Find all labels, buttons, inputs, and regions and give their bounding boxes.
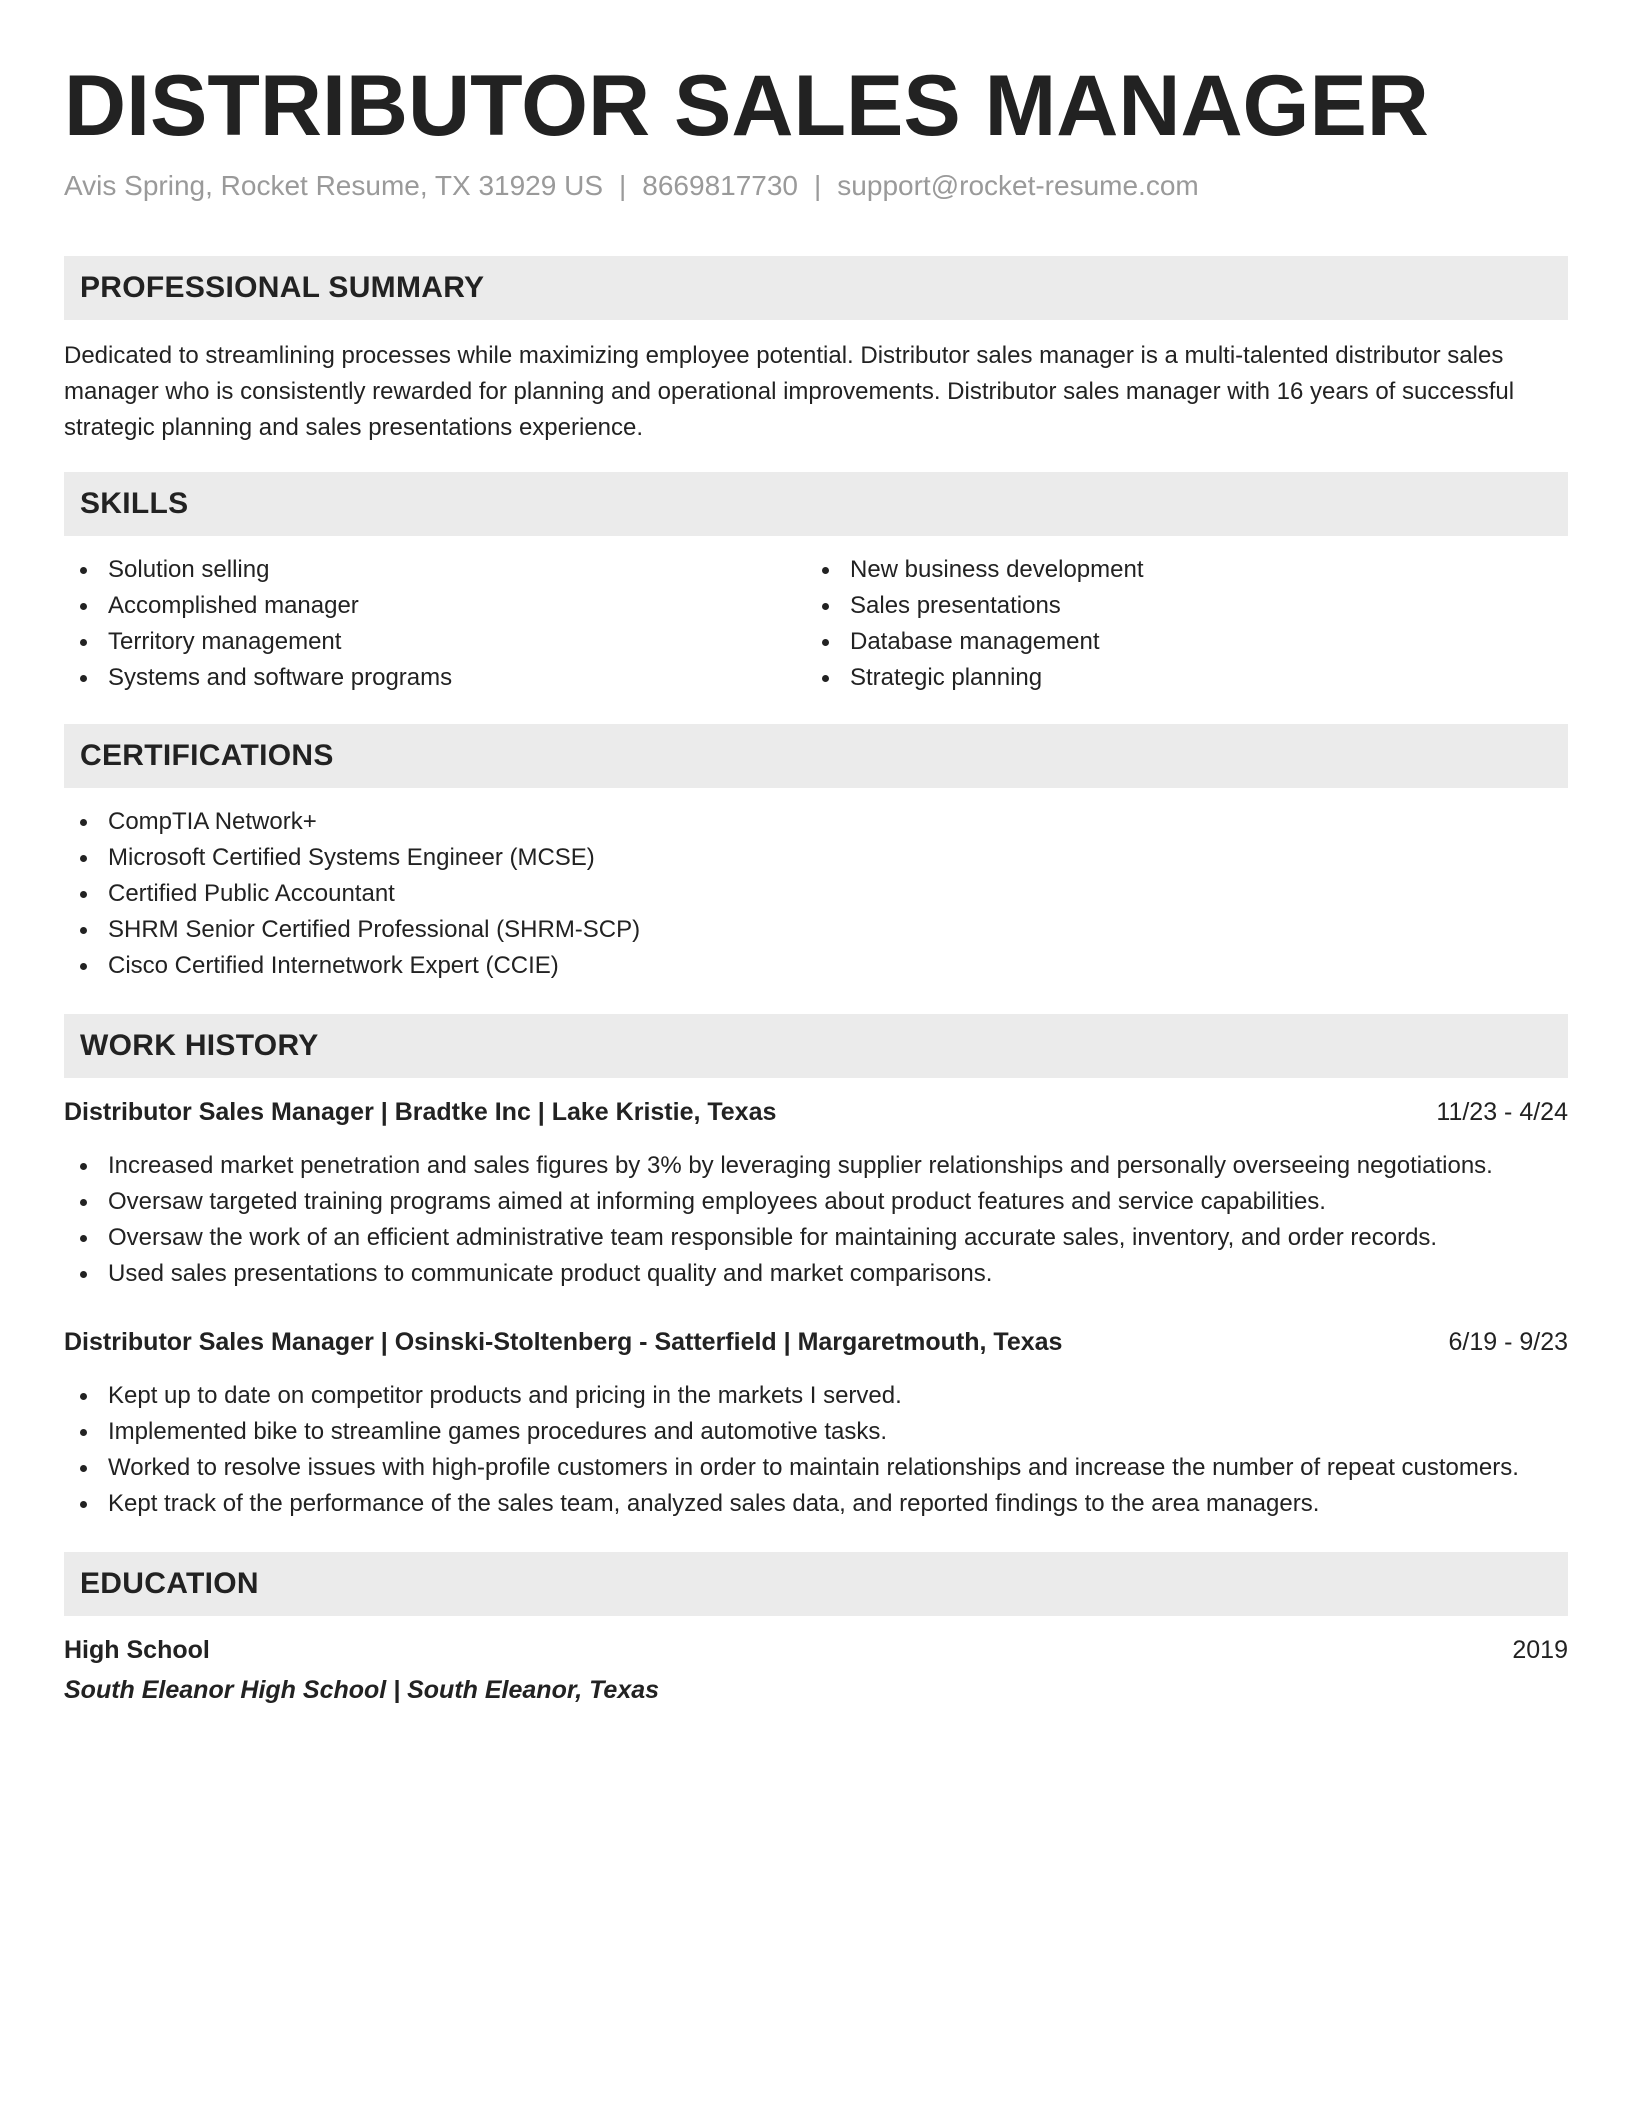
job-dates: 6/19 - 9/23 (1448, 1328, 1568, 1356)
list-item: SHRM Senior Certified Professional (SHRM-SCP) (64, 912, 1568, 948)
contact-email[interactable]: support@rocket-resume.com (837, 170, 1199, 201)
job-header (64, 1324, 1568, 1360)
job-title: Distributor Sales Manager | Osinski-Stoltenberg - Satterfield | Margaretmouth, Texas (64, 1328, 1063, 1356)
section-header-skills (64, 472, 1568, 536)
list-item: Database management (806, 624, 1548, 660)
list-item: Worked to resolve issues with high-profile customers in order to maintain relationships and increase the number of repeat customers. (64, 1450, 1568, 1486)
list-item: Accomplished manager (64, 588, 806, 624)
list-item: Cisco Certified Internetwork Expert (CCIE) (64, 948, 1568, 984)
contact-line (64, 168, 1568, 204)
list-item: Oversaw targeted training programs aimed at informing employees about product features and service capabilities. (64, 1184, 1568, 1220)
skills-list-left (64, 552, 806, 696)
section-header-education (64, 1552, 1568, 1616)
education-degree: High School (64, 1636, 210, 1664)
list-item: Certified Public Accountant (64, 876, 1568, 912)
summary-text: Dedicated to streamlining processes while maximizing employee potential. Distributor sales manager is a multi-talented distributor sales manager who is consistently rewarded for planning and operational improvements. Distributor sales manager with 16 years of successful strategic planning and sales presentations experience. (64, 342, 1515, 441)
section-header-summary (64, 256, 1568, 320)
skills-list-right (806, 552, 1548, 696)
list-item: CompTIA Network+ (64, 804, 1568, 840)
list-item: Sales presentations (806, 588, 1548, 624)
job-bullets (64, 1378, 1568, 1522)
contact-phone[interactable]: 8669817730 (642, 170, 799, 201)
job-dates: 11/23 - 4/24 (1436, 1098, 1568, 1126)
list-item: Oversaw the work of an efficient administrative team responsible for maintaining accurate sales, inventory, and order records. (64, 1220, 1568, 1256)
education-entry (64, 1632, 1568, 1708)
section-header-work-history (64, 1014, 1568, 1078)
education-year: 2019 (1512, 1636, 1568, 1664)
job-bullets (64, 1148, 1568, 1292)
section-title: WORK HISTORY (80, 1029, 319, 1062)
list-item: Territory management (64, 624, 806, 660)
list-item: Used sales presentations to communicate product quality and market comparisons. (64, 1256, 1568, 1292)
section-title: EDUCATION (80, 1567, 259, 1600)
contact-address: Avis Spring, Rocket Resume, TX 31929 US (64, 170, 603, 201)
section-title: CERTIFICATIONS (80, 739, 334, 772)
list-item: Systems and software programs (64, 660, 806, 696)
resume-name-title: DISTRIBUTOR SALES MANAGER (64, 58, 1429, 154)
job-entry (64, 1094, 1568, 1292)
section-title: SKILLS (80, 487, 189, 520)
list-item: Strategic planning (806, 660, 1548, 696)
job-title: Distributor Sales Manager | Bradtke Inc | Lake Kristie, Texas (64, 1098, 777, 1126)
education-school: South Eleanor High School | South Eleanor, Texas (64, 1676, 660, 1704)
certifications-list (64, 804, 1568, 984)
contact-separator: | (619, 170, 627, 201)
skills-columns (64, 552, 1568, 696)
section-header-certifications (64, 724, 1568, 788)
contact-separator: | (814, 170, 822, 201)
list-item: Kept up to date on competitor products and pricing in the markets I served. (64, 1378, 1568, 1414)
list-item: Increased market penetration and sales figures by 3% by leveraging supplier relationships and personally overseeing negotiations. (64, 1148, 1568, 1184)
section-title: PROFESSIONAL SUMMARY (80, 271, 485, 304)
list-item: Kept track of the performance of the sales team, analyzed sales data, and reported findings to the area managers. (64, 1486, 1568, 1522)
job-header (64, 1094, 1568, 1130)
job-entry (64, 1324, 1568, 1522)
list-item: Implemented bike to streamline games procedures and automotive tasks. (64, 1414, 1568, 1450)
list-item: New business development (806, 552, 1548, 588)
list-item: Solution selling (64, 552, 806, 588)
list-item: Microsoft Certified Systems Engineer (MCSE) (64, 840, 1568, 876)
education-header (64, 1632, 1568, 1668)
